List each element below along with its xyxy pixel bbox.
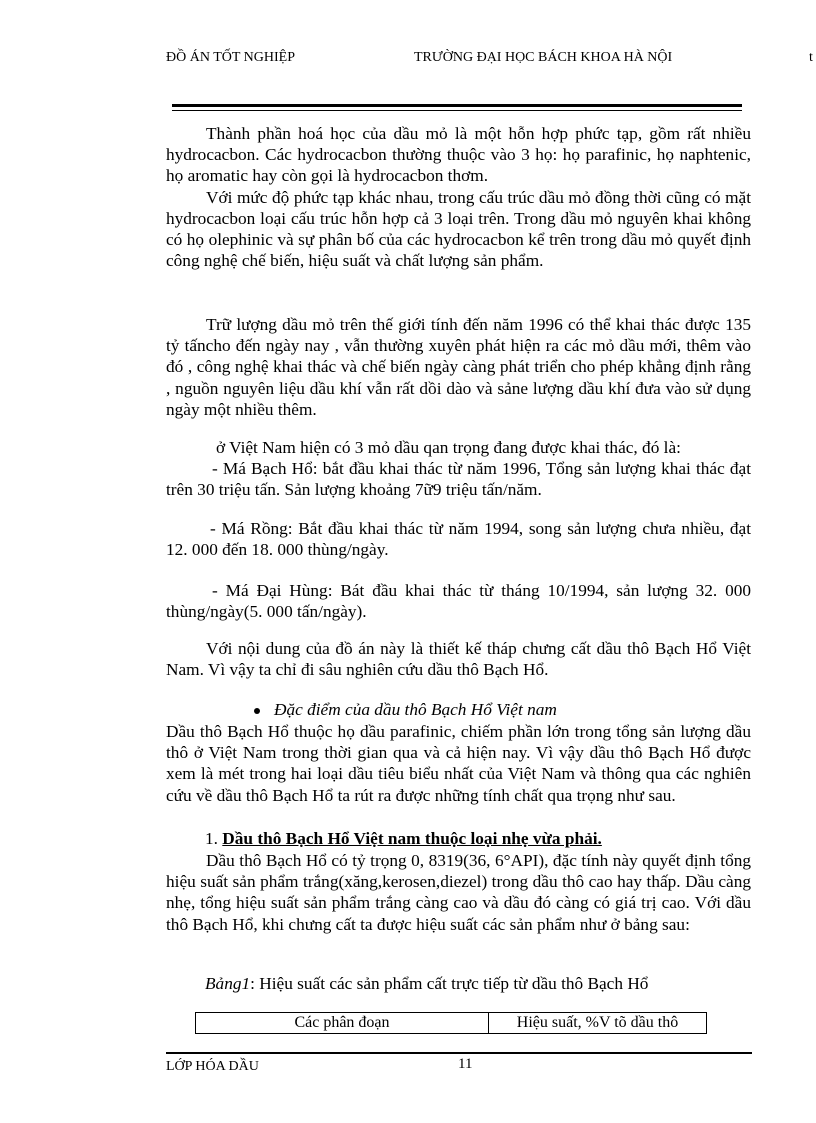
table-row [196, 1013, 707, 1034]
paragraph-reserves [166, 314, 751, 420]
paragraph-rong-field [166, 518, 751, 560]
bullet-text: Đặc điểm của dầu thô Bạch Hổ Việt nam [274, 700, 557, 719]
header-right-cut: t [809, 50, 813, 65]
paragraph-project-scope [166, 638, 751, 680]
yield-table [195, 1012, 707, 1034]
paragraph-text: Dầu thô Bạch Hổ có tỷ trọng 0, 8319(36, 6°API), đặc tính này quyết định tổng hiệu suất sản phẩm trắng(xăng,kerosen,diezel) trong dầu thô cao hay thấp. Dầu càng nhẹ, tổng hiệu suất sản phẩm trắng càng cao và dầu đó càng có giá trị cao. Với dầu thô Bạch Hổ, khi chưng cất ta được hiệu suất các sản phẩm như ở bảng sau: [166, 851, 751, 934]
paragraph-text: Dầu thô Bạch Hổ thuộc họ dầu parafinic, chiếm phần lớn trong tổng sản lượng dầu thô ở Việt Nam trong thời gian qua và cả hiện nay. Vì vậy dầu thô Bạch Hổ được xem là mét trong hai loại dầu tiêu biểu nhất của Việt Nam và thông qua các nghiên cứu về dầu thô Bạch Hổ ta rút ra được những tính chất qua trọng như sau. [166, 722, 751, 805]
bullet-heading [254, 699, 557, 720]
header-left: ĐỒ ÁN TỐT NGHIỆP [166, 50, 295, 65]
list-item: - Má Bạch Hổ: bắt đầu khai thác từ năm 1996, Tổng sản lượng khai thác đạt trên 30 triệu tấn. Sản lượng khoảng 7ữ9 triệu tấn/năm. [166, 459, 751, 500]
page-number: 11 [458, 1056, 473, 1072]
table-caption [205, 974, 648, 994]
paragraph-text: Trữ lượng dầu mỏ trên thế giới tính đến năm 1996 có thể khai thác được 135 tỷ tấncho đến ngày nay , vẫn thường xuyên phát hiện ra các mỏ dầu mới, thêm vào đó , công nghệ khai thác và chế biến ngày càng phát triển cho phép khẳng định rằng , nguồn nguyên liệu dầu khí vẫn rất dồi dào và sảne lượng dầu khí đưa vào sử dụng ngày một nhiều thêm. [166, 315, 751, 419]
footer-left: LỚP HÓA DẦU [166, 1059, 259, 1074]
caption-text: : Hiệu suất các sản phẩm cất trực tiếp từ dầu thô Bạch Hổ [250, 974, 649, 993]
list-item: - Má Rồng: Bắt đầu khai thác từ năm 1994, song sản lượng chưa nhiều, đạt 12. 000 đến 18. 000 thùng/ngày. [166, 519, 751, 560]
header-rule-thin [172, 110, 742, 111]
list-item: - Má Đại Hùng: Bát đầu khai thác từ tháng 10/1994, sản lượng 32. 000 thùng/ngày(5. 000 tấn/ngày). [166, 581, 751, 622]
bullet-icon [254, 708, 260, 714]
paragraph-bach-ho-overview [166, 721, 751, 806]
section-number: 1. [205, 829, 218, 848]
paragraph-text: ở Việt Nam hiện có 3 mỏ dầu qan trọng đang được khai thác, đó là: [216, 438, 681, 457]
footer-rule [166, 1052, 752, 1054]
paragraph-vietnam-fields [166, 437, 751, 501]
paragraph-composition [166, 123, 751, 271]
caption-label: Bảng1 [205, 974, 251, 993]
paragraph-dai-hung-field [166, 580, 751, 622]
paragraph-text: Với nội dung của đồ án này là thiết kế tháp chưng cất dầu thô Bạch Hổ Việt Nam. Vì vậy ta chỉ đi sâu nghiên cứu dầu thô Bạch Hổ. [166, 639, 751, 680]
section-heading [205, 828, 602, 849]
paragraph-text: Với mức độ phức tạp khác nhau, trong cấu trúc dầu mỏ đồng thời cũng có mặt hydrocacbon loại cấu trúc hỗn hợp cả 3 loại trên. Trong dầu mỏ nguyên khai không có họ olephinic và sự phân bố của các hydrocacbon kể trên trong dầu mỏ quyết định công nghệ chế biến, hiệu suất và chất lượng sản phẩm. [166, 187, 751, 271]
paragraph-text: Thành phần hoá học của dầu mỏ là một hỗn hợp phức tạp, gồm rất nhiều hydrocacbon. Các hydrocacbon thường thuộc vào 3 họ: họ parafinic, họ naphtenic, họ aromatic hay còn gọi là hydrocacbon thơm. [166, 124, 751, 186]
table-header-cell: Hiệu suất, %V tõ dầu thô [489, 1013, 707, 1034]
paragraph-density [166, 850, 751, 935]
header-center: TRƯỜNG ĐẠI HỌC BÁCH KHOA HÀ NỘI [414, 50, 673, 65]
header-rule-thick [172, 104, 742, 107]
section-title: Dầu thô Bạch Hổ Việt nam thuộc loại nhẹ vừa phải. [222, 829, 602, 848]
table-header-cell: Các phân đoạn [196, 1013, 489, 1034]
